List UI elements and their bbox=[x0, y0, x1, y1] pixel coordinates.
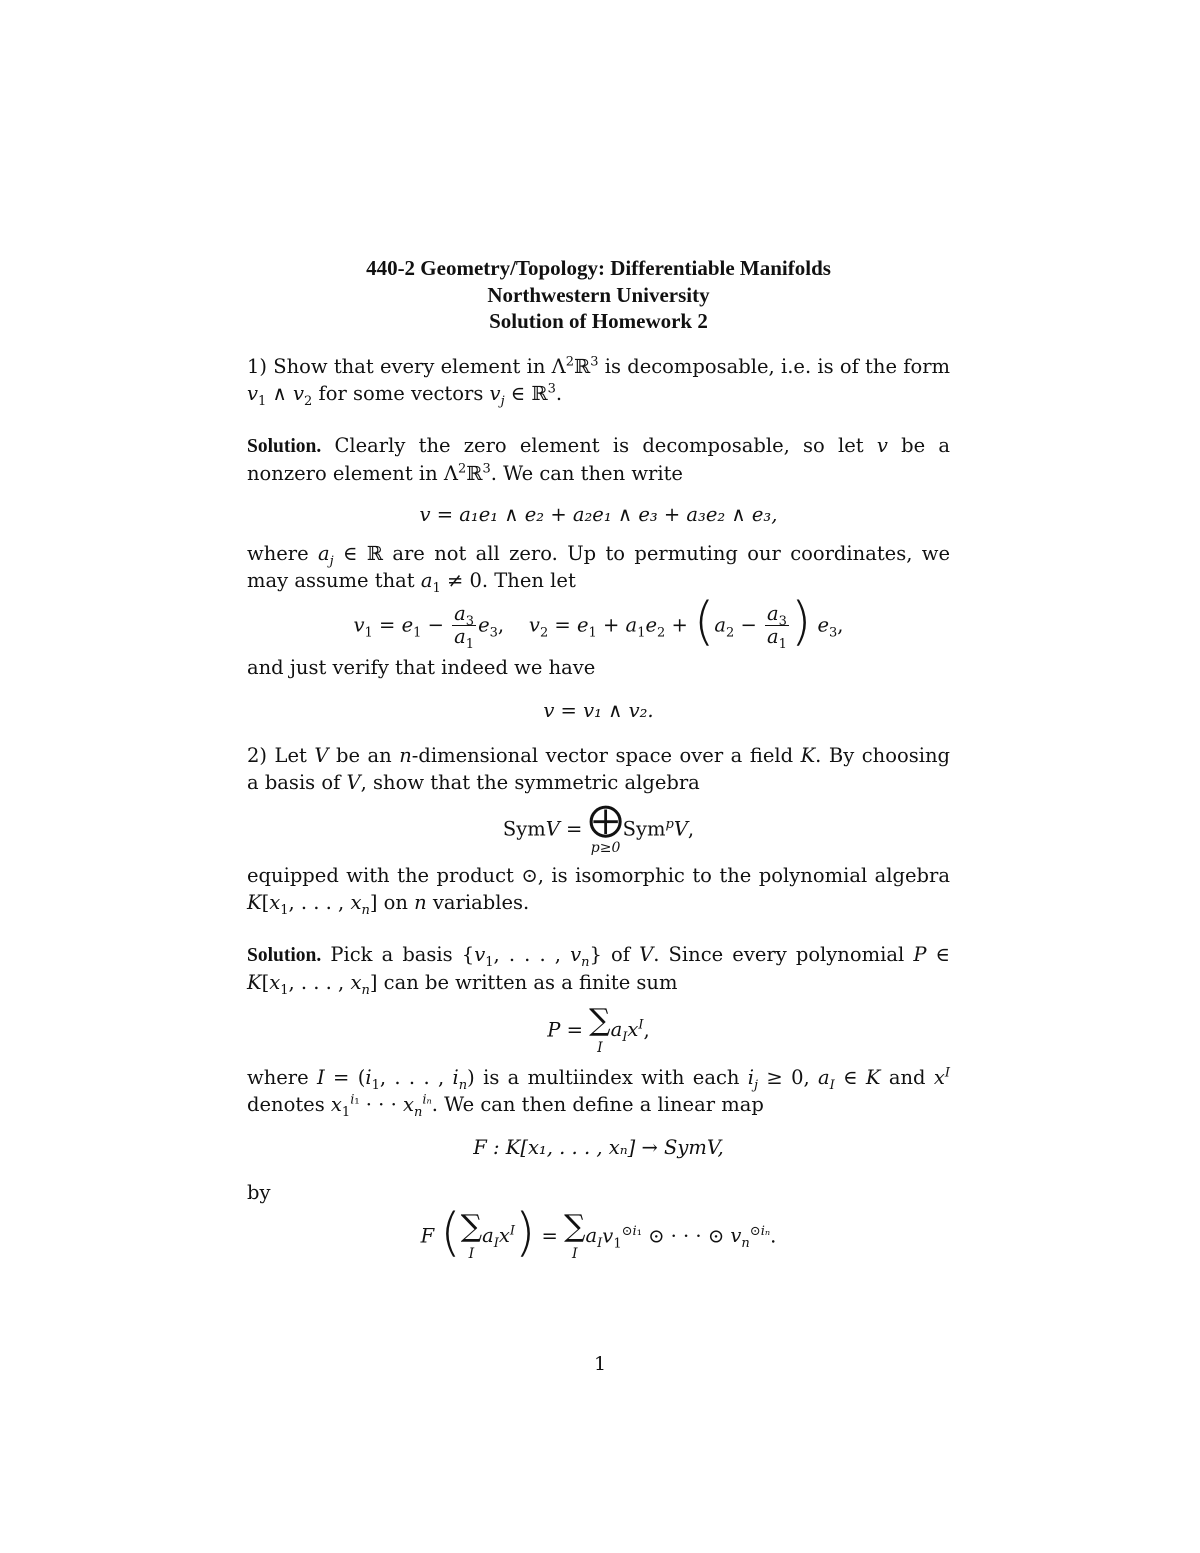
problem-2-by: by bbox=[247, 1180, 271, 1204]
problem-1-statement: 1) Show that every element in $\Lambda^2ℝ^3$ is decomposable, i.e. is of the form $v_1$ ∧ $v_2$ for some vectors $v_j$ ∈ ℝ$^3$. bbox=[247, 354, 951, 409]
equation-3: v = v₁ ∧ v₂. bbox=[543, 698, 654, 722]
problem-2-solution: Solution. Pick a basis {$v_1$, . . . , $v_n$} of V. Since every polynomial P ∈ $K[x_1$, . . . , $x_n$] can be written as a finite sum bbox=[247, 942, 950, 998]
equation-1: v = a₁e₁ ∧ e₂ + a₂e₁ ∧ e₃ + a₃e₂ ∧ e₃, bbox=[419, 502, 778, 526]
problem-2-where: where $I = (i_1$, . . . , $i_n$) is a multiindex with each $i_j \ge 0$, $a_I$ ∈ K and $x^I$ denotes $x_1^{i_1}$ · · · $x_n^{i_n}$. We can then define a linear map bbox=[247, 1065, 950, 1120]
document-page bbox=[247, 255, 950, 1264]
title-block bbox=[247, 255, 950, 335]
equation-map-definition: F ( ∑ I $a_Ix^I$) = ∑ I $a_Iv_1^{⊙i_1}$ ⊙ · · · ⊙ $v_n^{⊙i_n}$. bbox=[420, 1202, 777, 1263]
equation-linear-map: F : K[x₁, . . . , xₙ] → SymV, bbox=[473, 1135, 724, 1159]
equation-2: $v_1 = e_1$ − $\frac{a_3}{a_1}$ $e_3$, $v_2 = e_1 + a_1e_2 + (a_2$ − $\frac{a_3}{a_1}$ ) $e_3$, bbox=[353, 591, 844, 652]
problem-1-verify: and just verify that indeed we have bbox=[247, 655, 596, 679]
problem-2-equipped: equipped with the product ⊙, is isomorphic to the polynomial algebra $K[x_1$, . . . , $x_n$] on n variables. bbox=[247, 863, 950, 918]
equation-sym-algebra: SymV = ⨁ p≥0 Sym$^p$V, bbox=[502, 799, 695, 856]
document-subtitle: Solution of Homework 2 bbox=[489, 309, 708, 333]
course-title: 440-2 Geometry/Topology: Differentiable Manifolds bbox=[366, 256, 831, 280]
equation-polynomial-sum: P = ∑ I $a_Ix^I$, bbox=[547, 1002, 650, 1056]
problem-2-statement: 2) Let V be an n-dimensional vector space over a field K. By choosing a basis of V, show that the symmetric algebra bbox=[247, 743, 950, 794]
problem-1-where: where $a_j$ ∈ ℝ are not all zero. Up to permuting our coordinates, we may assume that $a_1 \ne 0$. Then let bbox=[247, 541, 950, 596]
institution: Northwestern University bbox=[487, 282, 710, 307]
page-number: 1 bbox=[593, 1353, 607, 1375]
problem-1-solution: Solution. Clearly the zero element is decomposable, so let v be a nonzero element in $\Lambda^2ℝ^3$. We can then write bbox=[247, 433, 950, 485]
